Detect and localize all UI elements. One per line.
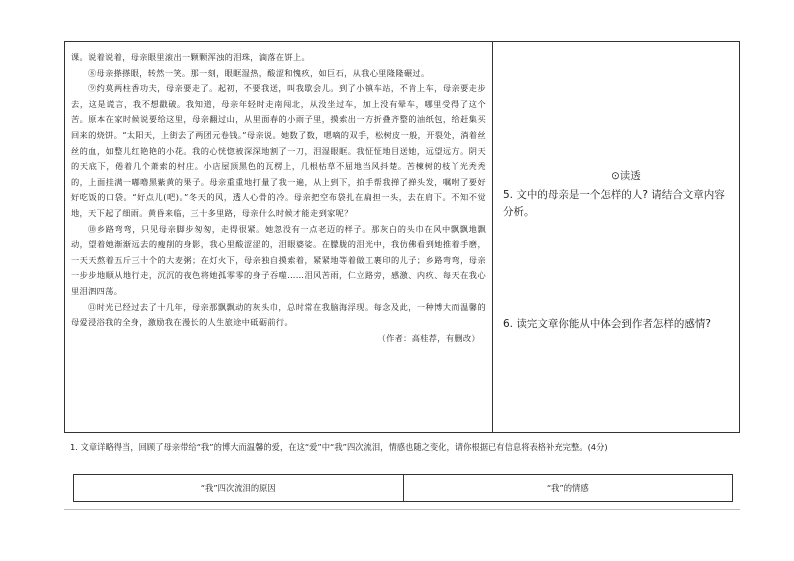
question-6: 6. 读完文章你能从中体会到作者怎样的感情? <box>503 318 711 330</box>
passage-column <box>65 42 492 432</box>
reading-frame <box>64 41 740 433</box>
question-column <box>493 42 739 432</box>
passage-paragraph: 课。说着说着，母亲眼里滚出一颗颗浑浊的泪珠，滴落在饼上。 <box>71 52 311 62</box>
passage-paragraph: ⑨约莫两柱香功夫，母亲要走了。起初，不要我送，叫我歇会儿。到了小镇车站，不肯上车，母亲要走步去，这是谎言，我不想戳破。我知道，母亲年轻时走南闯北，从没坐过车，加上没有晕车，哪里受得了这个苦。原本在家时候说要给这里，母亲翻过山，从里面春的小雨子里，摸索出一方折叠齐整的油纸包，给赶集买回来的烧饼。“太阳天，上街去了两团元卷钱。”母亲说。她数了数，嗯嘀的双手，松树皮一般，开裂处，淌着丝丝的血，如整儿红艳艳的小花。我的心恍惚被深深地割了一刀，泪湿眼眶。我怔怔地目送她，远望远方。阴天的天底下，倦着几个萧索的村庄。小店屋顶黑色的瓦楞上，几根枯草不屈地当风抖楚。苦楝树的枝丫光秃秃的，上面挂满一嘟噜黑紫黄的果子。母亲重重地打量了我一遍，从上到下，拍手帮我掸了掸头发，嘱咐了要好好吃饭的口袋。“好点儿(吧)。”冬天的风，透人心骨的冷。母亲把空布袋扎在扁担一头，去在肩下。不知不觉地，天下起了细雨。黄昏来临，三十多里路，母亲什么时候才能走到家呢？ <box>71 83 486 218</box>
passage-author: （作者：高桂荐，有删改） <box>377 332 480 343</box>
reading-heading: ⊙读透 <box>611 170 641 182</box>
passage-paragraph: ⑪时光已经过去了十几年，母亲那飘飘动的灰头巾，总时常在我脑海浮现。每念及此，一种博大而温馨的母爱浸浴我的全身，激励我在漫长的人生旅途中砥砺前行。 <box>71 301 486 328</box>
question-5: 5. 文中的母亲是一个怎样的人? 请结合文章内容分析。 <box>503 189 725 218</box>
answer-table <box>73 474 733 502</box>
passage-paragraph: ⑧母亲搽搽眼，转然一笑。那一刻，眼眶湿热，酸涩和愧疚，如巨石，从我心里隆隆碾过。 <box>88 67 430 78</box>
question-1-prompt: 1. 文章详略得当，回顾了母亲带给“我”的博大而温馨的爱，在这“爱”中“我”四次流泪，情感也随之变化，请你根据已有信息将表格补充完整。(4分) <box>70 442 608 452</box>
table-header-emotion: “我”的情感 <box>403 475 733 501</box>
table-header-reason: “我”四次流泪的原因 <box>200 483 276 493</box>
page-bottom-rule <box>64 509 740 510</box>
passage-paragraph: ⑩乡路弯弯，只见母亲脚步匆匆，走得很紧。她忽没有一点老迈的样子。那灰白的头巾在风中飘飘地飘动，望着她渐渐远去的瘦削的身影，我心里酸涩涩的，泪眼婆娑。在朦胧的泪光中，我仿佛看到她推着手磨，一天天熬着五斤三十个的大麦粥；在灯火下，母亲独自摸索着，紧紧地等着做工裹印的儿子；乡路弯弯，母亲一步步地顺从地行走，沉沉的夜色将她孤零零的身子吞噬……泪风苦雨，仁立路旁，感激、内疚、每天在我心里泪泗四荡。 <box>71 223 486 296</box>
